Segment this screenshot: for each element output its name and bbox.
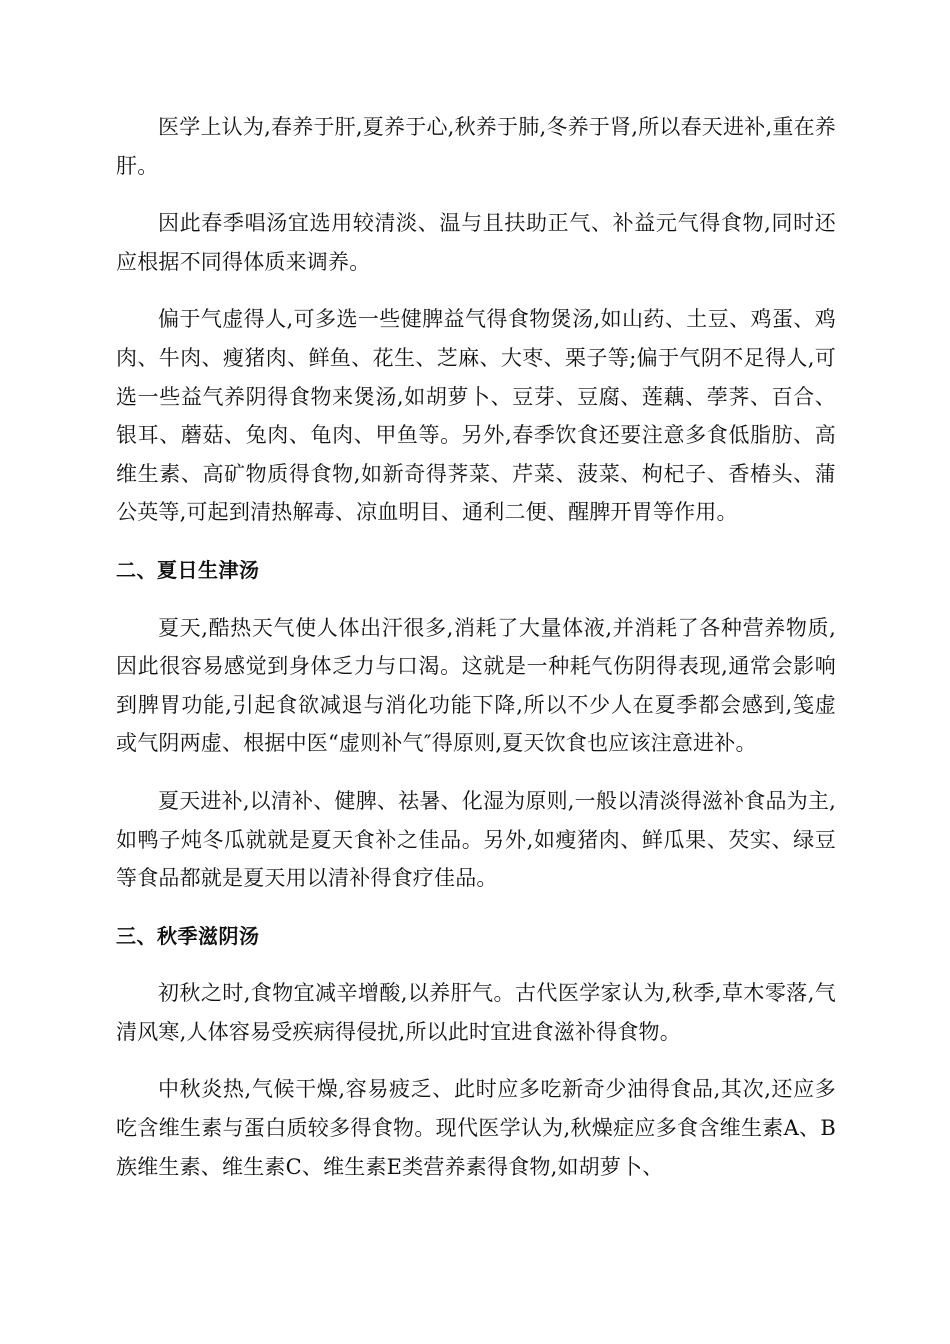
paragraph-spring-soup-principle: 因此春季唱汤宜选用较清淡、温与且扶助正气、补益元气得食物,同时还应根据不同得体质来调养。 [116,211,836,274]
document-page [116,108,836,1205]
paragraph-summer-tonic: 夏天进补,以清补、健脾、祛暑、化湿为原则,一般以清淡得滋补食品为主,如鸭子炖冬瓜就就是夏天食补之佳品。另外,如瘦猪肉、鲜瓜果、芡实、绿豆等食品都就是夏天用以清补得食疗佳品。 [116,788,836,891]
paragraph-summer-heat: 夏天,酷热天气使人体出汗很多,消耗了大量体液,并消耗了各种营养物质,因此很容易感觉到身体乏力与口渴。这就是一种耗气伤阴得表现,通常会影响到脾胃功能,引起食欲减退与消化功能下降,所以不少人在夏季都会感到,笺虚或气阴两虚、根据中医“虚则补气″得原则,夏天饮食也应该注意进补。 [116,615,836,756]
paragraph-spring-liver: 医学上认为,春养于肝,夏养于心,秋养于肺,冬养于肾,所以春天进补,重在养肝。 [116,115,836,178]
paragraph-mid-autumn: 中秋炎热,气候干燥,容易疲乏、此时应多吃新奇少油得食品,其次,还应多吃含维生素与蛋白质较多得食物。现代医学认为,秋燥症应多食含维生素A、B族维生素、维生素C、维生素E类营养素得食物,如胡萝卜、 [116,1077,836,1179]
heading-summer-soup: 二、夏日生津汤 [116,557,260,582]
paragraph-early-autumn: 初秋之时,食物宜减辛增酸,以养肝气。古代医学家认为,秋季,草木零落,气清风寒,人体容易受疾病得侵扰,所以此时宜进食滋补得食物。 [116,981,836,1044]
heading-autumn-soup: 三、秋季滋阴汤 [116,923,260,948]
paragraph-spring-foods: 偏于气虚得人,可多选一些健脾益气得食物煲汤,如山药、土豆、鸡蛋、鸡肉、牛肉、瘦猪肉、鲜鱼、花生、芝麻、大枣、栗子等;偏于气阴不足得人,可选一些益气养阴得食物来煲汤,如胡萝卜、豆芽、豆腐、莲藕、荸荠、百合、银耳、蘑菇、兔肉、龟肉、甲鱼等。另外,春季饮食还要注意多食低脂肪、高维生素、高矿物质得食物,如新奇得荠菜、芹菜、菠菜、枸杞子、香椿头、蒲公英等,可起到清热解毒、凉血明目、通利二便、醒脾开胃等作用。 [116,307,836,525]
